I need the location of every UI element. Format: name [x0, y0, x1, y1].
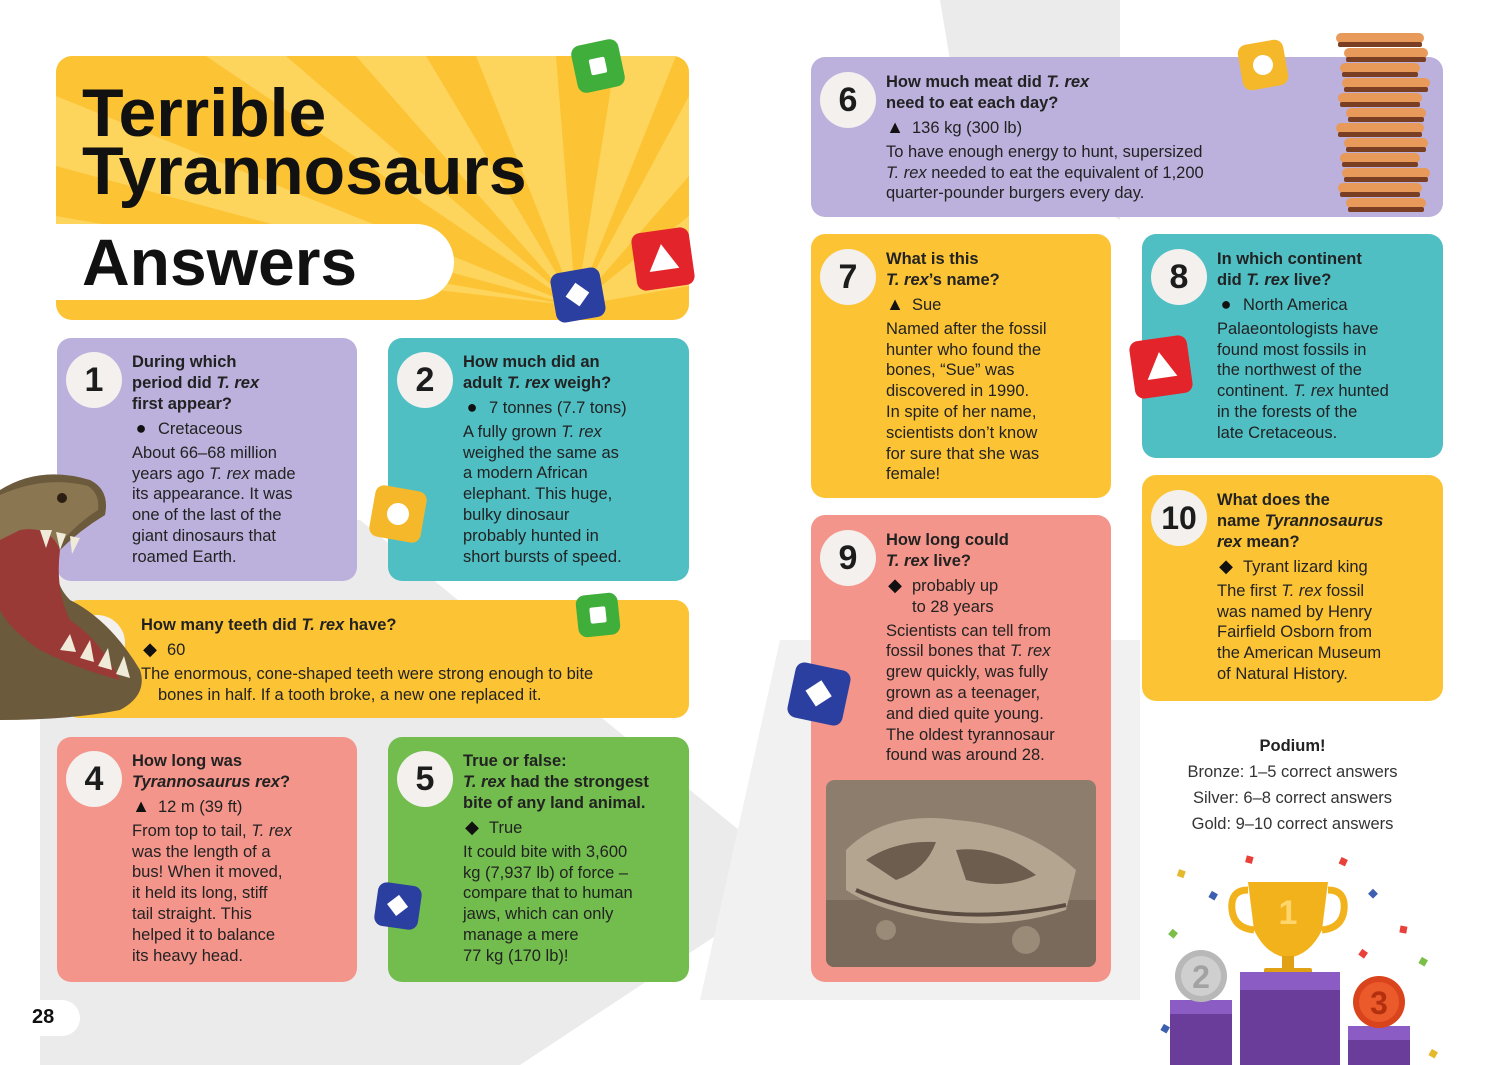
burger-patty — [1348, 207, 1424, 212]
trex-head-image — [0, 470, 155, 720]
diamond-icon: ◆ — [143, 639, 157, 659]
burger-bun — [1342, 78, 1430, 88]
red-triangle-tile — [630, 226, 696, 292]
podium-bronze: Bronze: 1–5 correct answers — [1187, 763, 1398, 781]
circle-icon: ● — [135, 418, 147, 438]
burger-patty — [1338, 42, 1422, 47]
question-card-10 — [1142, 475, 1443, 701]
question-text-3: How many teeth did T. rex have? — [141, 616, 397, 634]
question-text-7: What is this T. rex’s name? — [886, 250, 1000, 289]
burger-patty — [1342, 162, 1418, 167]
answer-4: ▲ 12 m (39 ft) — [132, 796, 243, 816]
answer-9: ◆ probably up to 28 years — [886, 575, 1108, 618]
question-body-8 — [1217, 249, 1441, 444]
question-body-1 — [132, 352, 352, 568]
question-card-4 — [57, 737, 357, 982]
question-number-2: 2 — [397, 352, 453, 408]
question-body-4 — [132, 751, 354, 966]
burger-bun — [1346, 108, 1426, 118]
burger-bun — [1344, 138, 1428, 148]
question-text-5: True or false: T. rex had the strongest bite of any land animal. — [463, 752, 649, 812]
explanation-10: The first T. rex fossil was named by Henry Fairfield Osborn from the American Museum of Natural History. — [1217, 581, 1382, 683]
explanation-8: Palaeontologists have found most fossils in the northwest of the continent. T. rex hunted in the forests of the late Cretaceous. — [1217, 319, 1389, 442]
answers-heading: Answers — [82, 225, 358, 299]
explanation-5: It could bite with 3,600 kg (7,937 lb) of force – compare that to human jaws, which can only manage a mere 77 kg (170 lb)! — [463, 842, 633, 965]
question-text-8: In which continent did T. rex live? — [1217, 250, 1362, 289]
diamond-icon: ◆ — [888, 575, 902, 595]
burger-bun — [1342, 168, 1430, 178]
burger-bun — [1346, 198, 1426, 208]
burger-bun — [1344, 48, 1428, 58]
yellow-circle-tile — [368, 484, 428, 544]
green-square-tile-2 — [575, 592, 621, 638]
question-body-5 — [463, 751, 687, 967]
question-body-7 — [886, 249, 1108, 485]
svg-text:1: 1 — [1278, 894, 1298, 932]
question-number-6: 6 — [820, 72, 876, 128]
question-text-1: During which period did T. rex first appear? — [132, 353, 260, 413]
answer-5: ◆ True — [463, 817, 687, 839]
question-card-7 — [811, 234, 1111, 498]
blue-diamond-tile-2 — [373, 881, 423, 931]
burger-bun — [1338, 183, 1422, 193]
question-number-8: 8 — [1151, 249, 1207, 305]
question-card-9 — [811, 515, 1111, 982]
blue-diamond-tile — [549, 266, 607, 324]
triangle-icon: ▲ — [132, 796, 150, 816]
answers-pill — [56, 224, 454, 300]
burger-bun — [1340, 63, 1420, 73]
silver-medal-icon — [1175, 950, 1227, 1002]
explanation-6: To have enough energy to hunt, supersized T. rex needed to eat the equivalent of 1,200 quarter-pounder burgers every day. — [886, 142, 1204, 203]
question-number-7: 7 — [820, 249, 876, 305]
podium-title: Podium! — [1259, 737, 1326, 755]
burger-bun — [1340, 153, 1420, 163]
title-line-2: Tyrannosaurs — [82, 133, 527, 209]
burger-patty — [1338, 132, 1422, 137]
burger-patty — [1346, 57, 1426, 62]
svg-text:2: 2 — [1192, 959, 1210, 995]
question-text-9: How long could T. rex live? — [886, 531, 1009, 570]
question-card-2 — [388, 338, 689, 581]
question-body-2 — [463, 352, 685, 567]
trophy-icon — [1232, 882, 1344, 978]
burger-patty — [1344, 177, 1428, 182]
question-body-10 — [1217, 490, 1441, 685]
burger-bun — [1338, 93, 1422, 103]
question-number-10: 10 — [1151, 490, 1207, 546]
answer-3: ◆ 60 — [141, 639, 681, 661]
explanation-3: The enormous, cone-shaped teeth were strong enough to bite bones in half. If a tooth broke, a new one replaced it. — [141, 664, 594, 704]
page-number: 28 — [0, 1000, 80, 1036]
burger-patty — [1340, 192, 1420, 197]
question-number-4: 4 — [66, 751, 122, 807]
burger-patty — [1344, 87, 1428, 92]
question-body-6 — [886, 72, 1306, 204]
podium-silver: Silver: 6–8 correct answers — [1193, 789, 1392, 807]
page-title — [82, 75, 527, 209]
diamond-icon: ◆ — [465, 817, 479, 837]
podium-illustration — [1150, 850, 1460, 1065]
question-number-9: 9 — [820, 530, 876, 586]
explanation-1: About 66–68 million years ago T. rex made its appearance. It was one of the last of the giant dinosaurs that roamed Earth. — [132, 443, 296, 566]
circle-icon: ● — [466, 397, 478, 417]
question-body-9 — [886, 530, 1108, 766]
bronze-medal-icon — [1353, 976, 1405, 1028]
answer-10: ◆ Tyrant lizard king — [1217, 556, 1441, 578]
burger-patty — [1348, 117, 1424, 122]
answer-6: ▲ 136 kg (300 lb) — [886, 117, 1023, 137]
question-number-1: 1 — [66, 352, 122, 408]
diamond-icon: ◆ — [1219, 556, 1233, 576]
explanation-9: Scientists can tell from fossil bones that T. rex grew quickly, was fully grown as a teenager, and died quite young. The oldest tyrannosaur found was around 28. — [886, 621, 1055, 765]
question-text-2: How much did an adult T. rex weigh? — [463, 353, 612, 392]
answer-2: ● 7 tonnes (7.7 tons) — [463, 397, 685, 419]
burger-stack-image — [1333, 25, 1433, 220]
fossil-skull-photo — [826, 780, 1096, 967]
question-text-6: How much meat did T. rex need to eat each day? — [886, 73, 1090, 112]
burger-patty — [1342, 72, 1418, 77]
blue-diamond-tile-3 — [786, 661, 852, 727]
circle-icon: ● — [1220, 294, 1232, 314]
question-text-10: What does the name Tyrannosaurus rex mean? — [1217, 491, 1384, 551]
burger-bun — [1336, 33, 1424, 43]
answer-1: ● Cretaceous — [132, 418, 352, 440]
podium-gold: Gold: 9–10 correct answers — [1191, 815, 1394, 833]
question-card-5 — [388, 737, 689, 982]
green-square-tile — [570, 38, 627, 95]
red-triangle-tile-2 — [1128, 334, 1194, 400]
explanation-7: Named after the fossil hunter who found the bones, “Sue” was discovered in 1990. In spite of her name, scientists don’t know for sure that she was female! — [886, 319, 1047, 484]
explanation-2: A fully grown T. rex weighed the same as a modern African elephant. This huge, bulky dinosaur probably hunted in short bursts of speed. — [463, 422, 622, 566]
question-text-4: How long was Tyrannosaurus rex? — [132, 752, 291, 791]
triangle-icon: ▲ — [886, 117, 904, 137]
answer-7: ▲ Sue — [886, 294, 942, 314]
yellow-circle-tile-2 — [1236, 38, 1289, 91]
burger-bun — [1336, 123, 1424, 133]
triangle-icon: ▲ — [886, 294, 904, 314]
answer-8: ● North America — [1217, 294, 1441, 316]
svg-text:3: 3 — [1370, 985, 1388, 1021]
burger-patty — [1340, 102, 1420, 107]
title-line-1: Terrible — [82, 75, 327, 151]
burger-patty — [1346, 147, 1426, 152]
question-number-5: 5 — [397, 751, 453, 807]
explanation-4: From top to tail, T. rex was the length of a bus! When it moved, it held its long, stiff tail straight. This helped it to balance its heavy head. — [132, 821, 292, 965]
